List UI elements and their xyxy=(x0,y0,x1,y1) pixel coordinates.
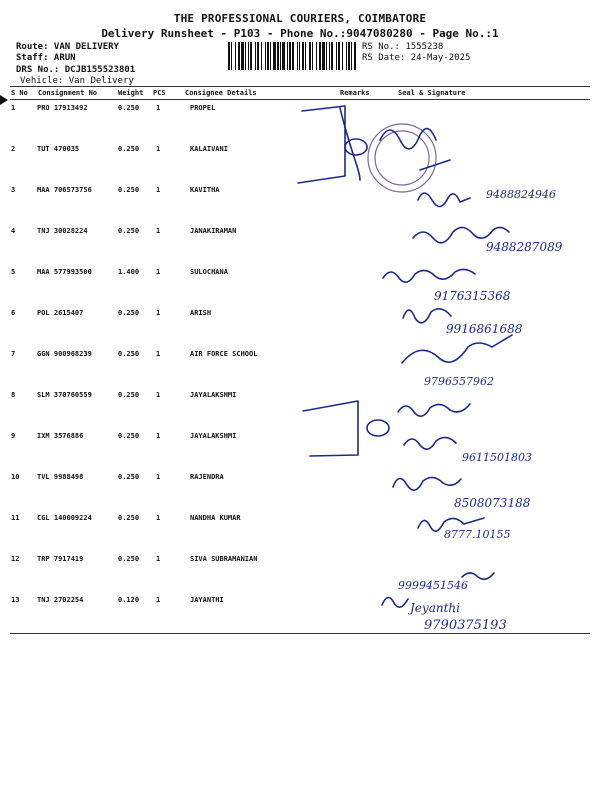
row12-phone-handwritten: 9999451546 xyxy=(398,579,468,592)
row13-phone-handwritten: 9790375193 xyxy=(424,618,507,633)
row-weight: 0.250 xyxy=(118,145,140,153)
table-row xyxy=(0,514,600,528)
row-consignee-name: AIR FORCE SCHOOL xyxy=(190,350,258,358)
row-pcs: 1 xyxy=(156,391,161,399)
col-pcs-header: PCS xyxy=(153,89,166,97)
row-sno: 1 xyxy=(11,104,16,112)
row-consignee-name: JAYALAKSHMI xyxy=(190,432,237,440)
col-consignment-header: Consignment No xyxy=(38,89,98,97)
row-sno: 13 xyxy=(11,596,20,604)
row-consignee-name: KALAIVANI xyxy=(190,145,228,153)
row-sno: 7 xyxy=(11,350,16,358)
row-sno: 10 xyxy=(11,473,20,481)
row-pcs: 1 xyxy=(156,268,161,276)
table-row xyxy=(0,391,600,405)
row-pcs: 1 xyxy=(156,104,161,112)
row-weight: 0.250 xyxy=(118,186,140,194)
row1-scribble xyxy=(340,108,360,180)
row-consignment-no: IXM 3576886 xyxy=(37,432,84,440)
row8-signature-bracket xyxy=(303,401,358,456)
row-consignee-name: JAYALAKSHMI xyxy=(190,391,237,399)
row-weight: 0.250 xyxy=(118,104,140,112)
row6-phone-handwritten: 9916861688 xyxy=(446,322,523,336)
row-weight: 0.250 xyxy=(118,350,140,358)
table-row xyxy=(0,473,600,487)
row-consignment-no: POL 2615407 xyxy=(37,309,84,317)
header-bottom-rule xyxy=(10,99,590,100)
row-consignment-no: SLM 370760559 xyxy=(37,391,92,399)
row8-signature xyxy=(398,404,470,416)
vehicle-label: Vehicle: Van Delivery xyxy=(20,76,134,86)
row-sno: 12 xyxy=(11,555,20,563)
row13-name-handwritten: Jeyanthi xyxy=(410,601,460,615)
row-consignee-name: SIVA SUBRAMANIAN xyxy=(190,555,258,563)
row-consignment-no: TRP 7917419 xyxy=(37,555,84,563)
table-bottom-rule xyxy=(10,633,590,634)
row-pcs: 1 xyxy=(156,186,161,194)
row9-phone-handwritten: 9611501803 xyxy=(462,451,532,464)
row-consignee-name: RAJENDRA xyxy=(190,473,224,481)
staff-label: Staff: ARUN xyxy=(16,53,76,63)
row-consignee-name: PROPEL xyxy=(190,104,216,112)
company-title: THE PROFESSIONAL COURIERS, COIMBATORE xyxy=(173,12,427,25)
table-row xyxy=(0,350,600,364)
table-row xyxy=(0,555,600,569)
col-sno-header: S No xyxy=(11,89,28,97)
table-row xyxy=(0,596,600,610)
row-consignee-name: SULOCHANA xyxy=(190,268,228,276)
row-sno: 4 xyxy=(11,227,16,235)
row-consignment-no: TNJ 2702254 xyxy=(37,596,84,604)
row-weight: 0.250 xyxy=(118,309,140,317)
row-consignment-no: TNJ 30028224 xyxy=(37,227,88,235)
row-pcs: 1 xyxy=(156,596,161,604)
row-consignment-no: TUT 470035 xyxy=(37,145,80,153)
row11-phone-handwritten: 8777.10155 xyxy=(444,528,511,541)
row-sno: 5 xyxy=(11,268,16,276)
table-row xyxy=(0,432,600,446)
row-sno: 3 xyxy=(11,186,16,194)
barcode-image xyxy=(228,42,356,70)
row-sno: 6 xyxy=(11,309,16,317)
row-pcs: 1 xyxy=(156,227,161,235)
row-weight: 0.250 xyxy=(118,227,140,235)
col-weight-header: Weight xyxy=(118,89,144,97)
row-consignee-name: ARISH xyxy=(190,309,212,317)
row-consignment-no: PRO 17913492 xyxy=(37,104,88,112)
col-consignee-header: Consignee Details xyxy=(185,89,257,97)
row-weight: 0.250 xyxy=(118,432,140,440)
row-weight: 0.250 xyxy=(118,473,140,481)
row-pcs: 1 xyxy=(156,309,161,317)
row-consignee-name: KAVITHA xyxy=(190,186,220,194)
row-consignment-no: MAA 706573756 xyxy=(37,186,92,194)
runsheet-subtitle: Delivery Runsheet - P103 - Phone No.:9047080280 - Page No.:1 xyxy=(101,27,499,40)
header-top-rule xyxy=(10,86,590,87)
row12-signature xyxy=(462,573,494,579)
table-row xyxy=(0,227,600,241)
row-consignee-name: JAYANTHI xyxy=(190,596,224,604)
row-consignee-name: NANDHA KUMAR xyxy=(190,514,241,522)
row-pcs: 1 xyxy=(156,473,161,481)
rs-date: RS Date: 24-May-2025 xyxy=(362,53,471,63)
route-label: Route: VAN DELIVERY xyxy=(16,42,119,52)
table-row xyxy=(0,309,600,323)
row-weight: 0.120 xyxy=(118,596,140,604)
row5-phone-handwritten: 9176315368 xyxy=(434,289,511,303)
row-consignee-name: JANAKIRAMAN xyxy=(190,227,237,235)
table-row xyxy=(0,145,600,159)
row7-phone-handwritten: 9796557962 xyxy=(424,375,494,388)
col-remarks-header: Remarks xyxy=(340,89,370,97)
row4-phone-handwritten: 9488287089 xyxy=(486,240,563,254)
col-seal-header: Seal & Signature xyxy=(398,89,466,97)
table-row xyxy=(0,104,600,118)
drs-number: DRS No.: DCJB155523801 xyxy=(16,65,136,75)
row-pcs: 1 xyxy=(156,514,161,522)
table-row xyxy=(0,268,600,282)
row-pcs: 1 xyxy=(156,555,161,563)
row-weight: 0.250 xyxy=(118,391,140,399)
rs-number: RS No.: 1555238 xyxy=(362,42,444,52)
table-row xyxy=(0,186,600,200)
row-weight: 0.250 xyxy=(118,555,140,563)
row-consignment-no: MAA 577993500 xyxy=(37,268,92,276)
row-weight: 0.250 xyxy=(118,514,140,522)
row-consignment-no: GGN 900968239 xyxy=(37,350,92,358)
row-sno: 11 xyxy=(11,514,20,522)
row3-phone-handwritten: 9488824946 xyxy=(486,188,556,201)
row-consignment-no: TVL 9988498 xyxy=(37,473,84,481)
row-sno: 2 xyxy=(11,145,16,153)
row-weight: 1.400 xyxy=(118,268,140,276)
row-consignment-no: CGL 140009224 xyxy=(37,514,92,522)
row10-phone-handwritten: 8508073188 xyxy=(454,496,531,510)
row-pcs: 1 xyxy=(156,145,161,153)
row-pcs: 1 xyxy=(156,350,161,358)
row-pcs: 1 xyxy=(156,432,161,440)
row-sno: 8 xyxy=(11,391,16,399)
row-sno: 9 xyxy=(11,432,16,440)
